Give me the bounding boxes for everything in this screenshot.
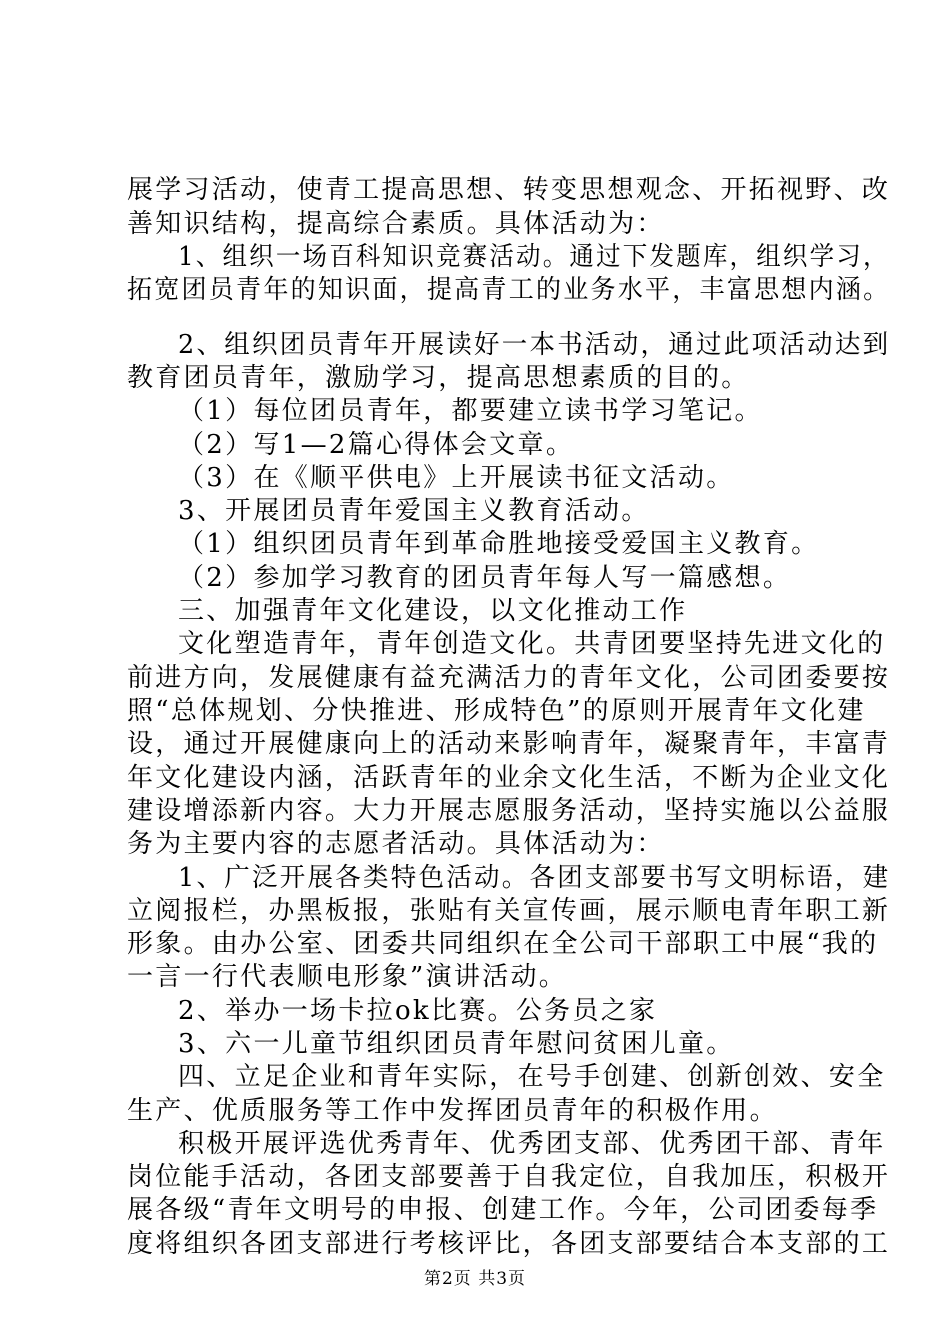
paragraph-line: 教育团员青年，激励学习，提高思想素质的目的。 [127,363,750,393]
section-heading: 四、立足企业和青年实际，在号手创建、创新创效、安全 [178,1062,886,1092]
paragraph-line: 生产、优质服务等工作中发挥团员青年的积极作用。 [127,1096,778,1126]
paragraph-line: 立阅报栏，办黑板报，张贴有关宣传画，展示顺电青年职工新 [127,896,891,926]
section-heading: 三、加强青年文化建设，以文化推动工作 [178,596,688,626]
paragraph-line: 形象。由办公室、团委共同组织在全公司干部职工中展“我的 [127,929,879,959]
paragraph-line: 度将组织各团支部进行考核评比，各团支部要结合本支部的工 [127,1229,891,1259]
paragraph-line: 年文化建设内涵，活跃青年的业余文化生活，不断为企业文化 [127,763,891,793]
paragraph-line: 建设增添新内容。大力开展志愿服务活动，坚持实施以公益服 [127,796,891,826]
paragraph-line: 展各级“青年文明号的申报、创建工作。今年，公司团委每季 [127,1195,879,1225]
paragraph-line: 3、开展团员青年爱国主义教育活动。 [178,496,650,526]
list-item: （1）每位团员青年，都要建立读书学习笔记。 [178,396,763,426]
paragraph-line: 3、六一儿童节组织团员青年慰问贫困儿童。 [178,1029,735,1059]
paragraph-line: 前进方向，发展健康有益充满活力的青年文化，公司团委要按 [127,663,891,693]
paragraph-line: 2、组织团员青年开展读好一本书活动，通过此项活动达到 [178,330,891,360]
paragraph-line: 善知识结构，提高综合素质。具体活动为： [127,209,665,239]
list-item: （2）写1—2篇心得体会文章。 [178,430,575,460]
paragraph-line: 拓宽团员青年的知识面，提高青工的业务水平，丰富思想内涵。 [127,275,891,305]
paragraph-line: 1、组织一场百科知识竞赛活动。通过下发题库，组织学习， [178,242,890,272]
paragraph-line: 2、举办一场卡拉ok比赛。公务员之家 [178,996,658,1026]
list-item: （1）组织团员青年到革命胜地接受爱国主义教育。 [178,529,820,559]
paragraph-line: 展学习活动，使青工提高思想、转变思想观念、开拓视野、改 [127,175,891,205]
list-item: （2）参加学习教育的团员青年每人写一篇感想。 [178,563,792,593]
paragraph-line: 文化塑造青年，青年创造文化。共青团要坚持先进文化的 [178,629,886,659]
paragraph-line: 1、广泛开展各类特色活动。各团支部要书写文明标语，建 [178,863,891,893]
paragraph-line: 一言一行代表顺电形象”演讲活动。 [127,962,568,992]
page-number-footer: 第2页 共3页 [423,1269,527,1289]
paragraph-line: 积极开展评选优秀青年、优秀团支部、优秀团干部、青年 [178,1129,886,1159]
list-item: （3）在《顺平供电》上开展读书征文活动。 [178,463,735,493]
paragraph-line: 务为主要内容的志愿者活动。具体活动为： [127,829,665,859]
paragraph-line: 照“总体规划、分快推进、形成特色”的原则开展青年文化建 [127,696,866,726]
paragraph-line: 设，通过开展健康向上的活动来影响青年，凝聚青年，丰富青 [127,729,891,759]
paragraph-line: 岗位能手活动，各团支部要善于自我定位，自我加压，积极开 [127,1162,891,1192]
